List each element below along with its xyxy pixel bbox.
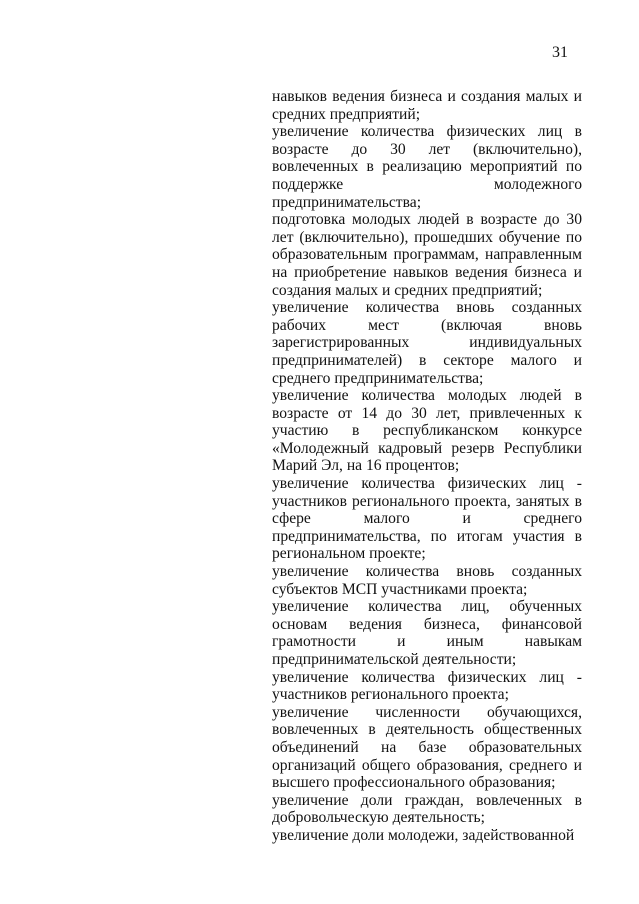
paragraph-financial-literacy-training: увеличение количества лиц, обученных основам ведения бизнеса, финансовой грамотности и иным навыкам предпринимательской деятельности; [272, 598, 582, 668]
paragraph-youth-involvement-continued: увеличение доли молодежи, задействованной [272, 826, 575, 844]
paragraph-project-participants-sme: увеличение количества физических лиц - участников регионального проекта, занятых в сфере малого и среднего предпринимательства, по итогам участия в региональном проекте; [272, 475, 582, 563]
page-number: 31 [552, 44, 568, 61]
paragraph-project-participants: увеличение количества физических лиц - участников регионального проекта; [272, 668, 582, 704]
paragraph-new-jobs: увеличение количества вновь созданных рабочих мест (включая вновь зарегистрированных индивидуальных предпринимателей) в секторе малого и среднего предпринимательства; [272, 299, 582, 387]
paragraph-volunteering: увеличение доли граждан, вовлеченных в добровольческую деятельность; [272, 791, 582, 827]
paragraph-new-sme-entities: увеличение количества вновь созданных субъектов МСП участниками проекта; [272, 563, 582, 598]
text-column [272, 88, 582, 845]
paragraph-youth-reserve-contest: увеличение количества молодых людей в возрасте от 14 до 30 лет, привлеченных к участию в республиканском конкурсе «Молодежный кадровый резерв Республики Марий Эл, на 16 процентов; [272, 387, 582, 475]
paragraph-youth-entrepreneurship-involvement: увеличение количества физических лиц в возрасте до 30 лет (включительно), вовлеченных в реализацию мероприятий по поддержке молодежного предпринимательства; [272, 123, 582, 211]
paragraph-youth-training: подготовка молодых людей в возрасте до 30 лет (включительно), прошедших обучение по образовательным программам, направленным на приобретение навыков ведения бизнеса и создания малых и средних предприятий; [272, 211, 582, 299]
paragraph-student-associations: увеличение численности обучающихся, вовлеченных в деятельность общественных объединений на базе образовательных организаций общего образования, среднего и высшего профессионального образования; [272, 703, 582, 792]
paragraph-business-skills-continuation: навыков ведения бизнеса и создания малых и средних предприятий; [272, 88, 582, 123]
